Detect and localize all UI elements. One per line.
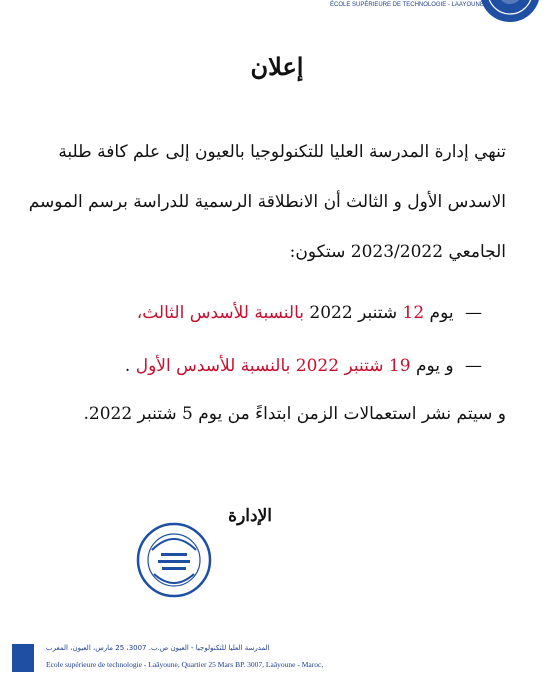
body-line-1: تنهي إدارة المدرسة العليا للتكنولوجيا بالعيون إلى علم كافة طلبة	[58, 142, 506, 162]
bullet2-suffix: .	[124, 356, 131, 376]
bullet-third-semester	[42, 303, 482, 323]
bullet-dash: —	[465, 303, 482, 323]
signature-administration: الإدارة	[228, 506, 272, 526]
school-logo	[478, 0, 542, 24]
page-title: إعلان	[250, 52, 304, 81]
bullet1-month-year: شتنبر 2022	[309, 303, 398, 323]
bullet1-prefix: يوم	[429, 303, 454, 323]
body-line-3: الجامعي 2023/2022 ستكون:	[289, 242, 506, 262]
timetable-note: و سيتم نشر استعمالات الزمن ابتداءً من يوم 5 شتنبر 2022.	[83, 404, 506, 424]
footer-address-arabic: المدرسة العليا للتكنولوجيا - العيون ص.ب. 3007، 25 مارس، العيون، المغرب	[46, 644, 270, 652]
bullet1-semester: بالنسبة للأسدس الثالث،	[136, 303, 304, 323]
footer-brand-bar	[12, 644, 34, 672]
official-stamp	[134, 520, 214, 600]
bullet2-day: 19	[388, 356, 411, 376]
bullet2-semester: بالنسبة للأسدس الأول	[135, 356, 291, 376]
bullet-first-semester	[42, 356, 482, 376]
bullet1-day: 12	[402, 303, 425, 323]
header-school-name: ÉCOLE SUPÉRIEURE DE TECHNOLOGIE - LAAYOUNE	[330, 2, 484, 8]
bullet-dash: —	[465, 356, 482, 376]
body-line-2: الاسدس الأول و الثالث أن الانطلاقة الرسمية للدراسة برسم الموسم	[28, 192, 506, 212]
bullet2-month-year: شتنبر 2022	[295, 356, 384, 376]
bullet2-prefix: و يوم	[415, 356, 454, 376]
footer-address-french: Ecole supérieure de technologie - Laâyoune, Quartier 25 Mars BP. 3007, Laâyoune - Maroc,	[46, 660, 324, 669]
